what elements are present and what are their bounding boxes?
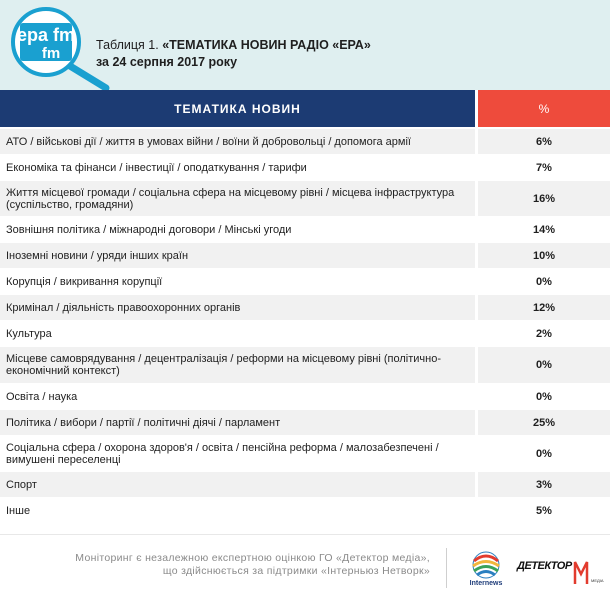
table-row <box>0 129 610 155</box>
table-row <box>0 384 610 410</box>
logo-divider <box>446 548 447 588</box>
detector-text: ДЕТЕКТОР <box>517 560 572 572</box>
topic-cell: Життя місцевої громади / соціальна сфера на місцевому рівні / місцева інфраструктура (суспільство, громадяни) <box>0 181 475 216</box>
topic-cell: Іноземні новини / уряди інших країн <box>0 243 475 268</box>
footer-line-1: Моніторинг є незалежною експертною оцінкою ГО «Детектор медіа», <box>75 552 430 564</box>
topic-cell: АТО / військові дії / життя в умовах війни / воїни й добровольці / допомога армії <box>0 129 475 154</box>
topic-cell: Корупція / викривання корупції <box>0 269 475 294</box>
column-header-percent: % <box>478 90 610 127</box>
percent-cell: 2% <box>478 321 610 346</box>
title-prefix: Таблиця 1. <box>96 38 163 52</box>
title-main: «ТЕМАТИКА НОВИН РАДІО «ЕРА» <box>162 38 371 52</box>
topic-cell: Освіта / наука <box>0 384 475 409</box>
percent-cell: 16% <box>478 181 610 216</box>
table-row <box>0 243 610 269</box>
footer-line-2: що здійснюється за підтримки «Інтерньюз Нетворк» <box>162 565 430 577</box>
news-topics-table <box>0 129 610 524</box>
topic-cell: Спорт <box>0 472 475 497</box>
percent-cell: 0% <box>478 347 610 383</box>
table-row <box>0 155 610 181</box>
percent-cell: 14% <box>478 217 610 242</box>
percent-cell: 12% <box>478 295 610 320</box>
detector-tag: МЕДІА <box>591 578 604 583</box>
table-row <box>0 347 610 384</box>
internews-globe-icon <box>466 549 506 583</box>
table-row <box>0 472 610 498</box>
table-row <box>0 295 610 321</box>
table-row <box>0 498 610 524</box>
percent-cell: 5% <box>478 498 610 523</box>
percent-cell: 0% <box>478 436 610 471</box>
table-row <box>0 321 610 347</box>
topic-cell: Інше <box>0 498 475 523</box>
table-row <box>0 217 610 243</box>
header-banner <box>0 0 610 90</box>
percent-cell: 0% <box>478 269 610 294</box>
logo-era-text: ерa fm <box>16 25 76 45</box>
percent-cell: 6% <box>478 129 610 154</box>
percent-cell: 0% <box>478 384 610 409</box>
percent-cell: 7% <box>478 155 610 180</box>
page-title <box>96 37 371 71</box>
svg-text:fm: fm <box>41 45 61 62</box>
table-row <box>0 269 610 295</box>
table-row <box>0 181 610 217</box>
table-row <box>0 410 610 436</box>
topic-cell: Політика / вибори / партії / політичні діячі / парламент <box>0 410 475 435</box>
topic-cell: Кримінал / діяльність правоохоронних органів <box>0 295 475 320</box>
internews-text: Internews <box>469 580 503 587</box>
footer-note <box>40 552 430 578</box>
table-header <box>0 90 610 127</box>
title-date: за 24 серпня 2017 року <box>96 55 238 69</box>
column-header-topic: ТЕМАТИКА НОВИН <box>0 90 475 127</box>
percent-cell: 25% <box>478 410 610 435</box>
topic-cell: Економіка та фінанси / інвестиції / оподаткування / тарифи <box>0 155 475 180</box>
topic-cell: Культура <box>0 321 475 346</box>
topic-cell: Соціальна сфера / охорона здоров'я / освіта / пенсійна реформа / малозабезпечені / вимушені переселенці <box>0 436 475 471</box>
topic-cell: Місцеве самоврядування / децентралізація / реформи на місцевому рівні (політично-економічний контекст) <box>0 347 475 383</box>
percent-cell: 3% <box>478 472 610 497</box>
table-row <box>0 436 610 472</box>
footer-divider <box>0 534 610 535</box>
topic-cell: Зовнішня політика / міжнародні договори / Мінські угоди <box>0 217 475 242</box>
percent-cell: 10% <box>478 243 610 268</box>
